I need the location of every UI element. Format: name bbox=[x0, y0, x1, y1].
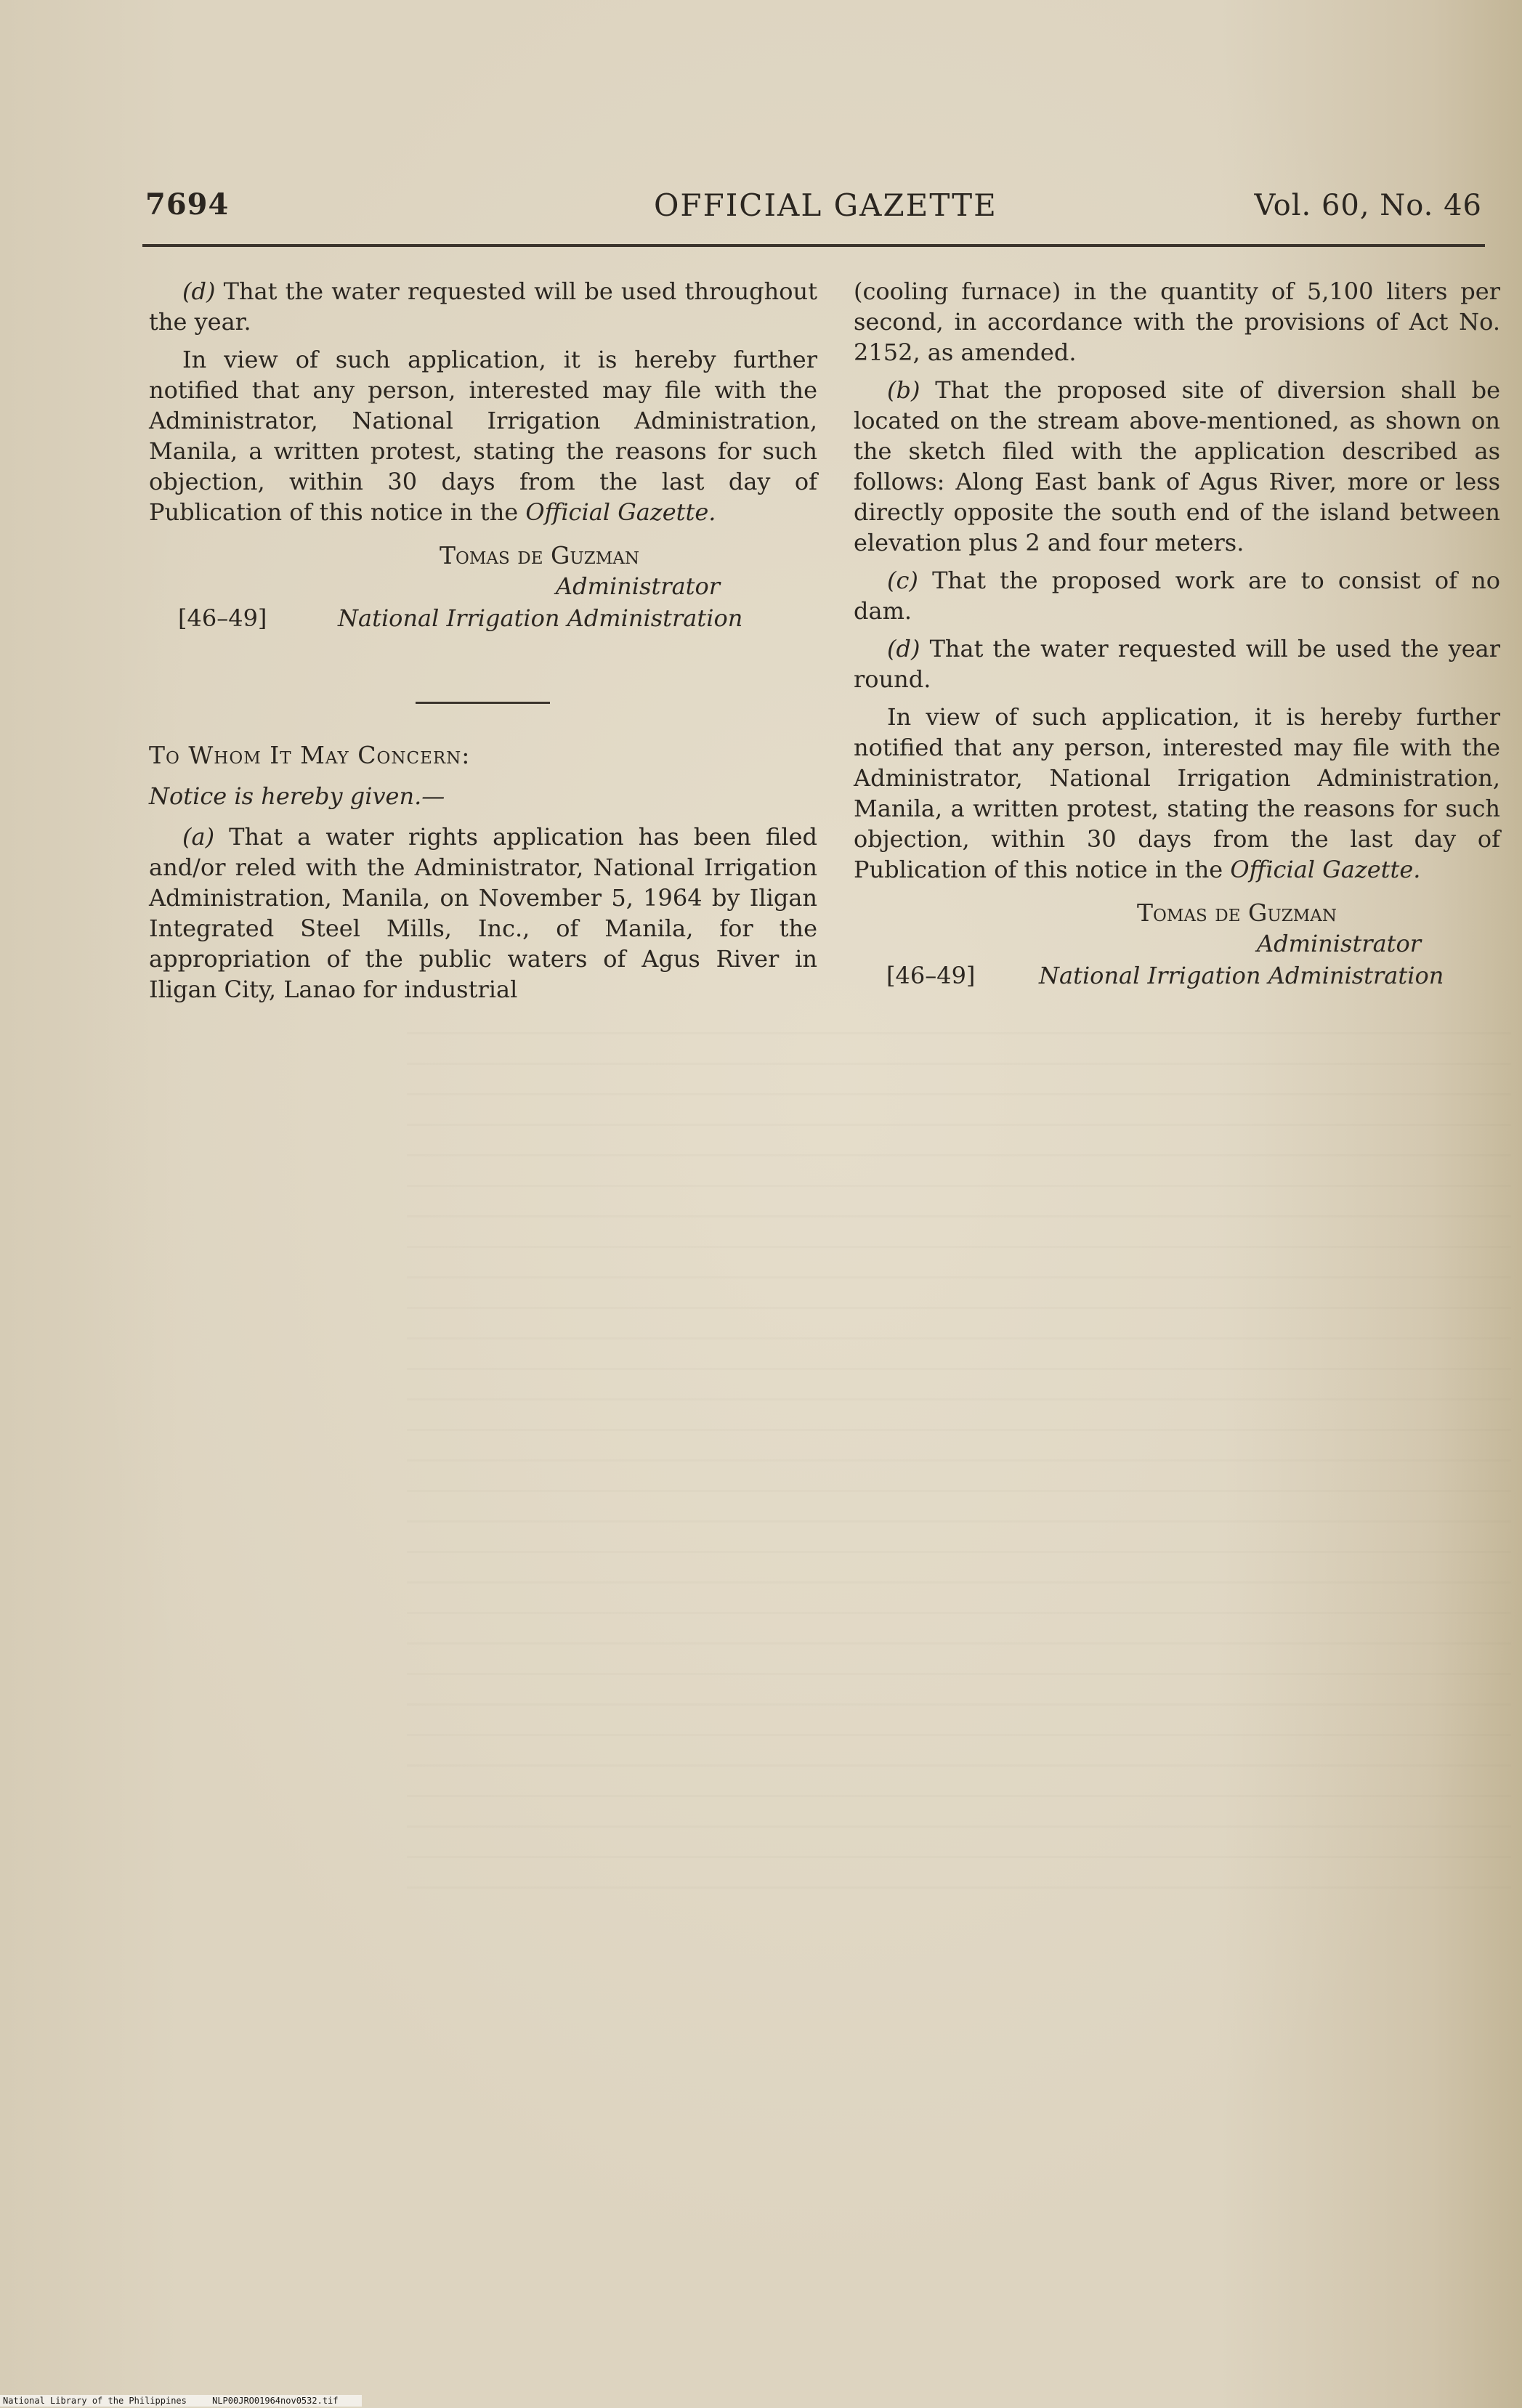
issue-reference: [46–49] bbox=[886, 962, 976, 989]
signatory-name: Tomas de Guzman bbox=[1137, 899, 1337, 927]
section-divider bbox=[416, 702, 550, 704]
paragraph-label: (b) bbox=[887, 376, 920, 404]
publication-name: Official Gazette. bbox=[1230, 856, 1421, 883]
scan-filename: NLP00JRO01964nov0532.tif bbox=[212, 2396, 339, 2406]
volume-number: Vol. 60, No. 46 bbox=[1254, 189, 1482, 222]
signature-block bbox=[149, 540, 817, 649]
paragraph-text: That a water rights application has been filed and/or reled with the Administrator, National Irrigation Administration, Manila, on November 5, 1964 by Iligan Integrated Steel Mills, Inc., of Manila, for the appropriation of the public waters of Agus River in Iligan City, Lanao for industrial bbox=[149, 823, 818, 1003]
publication-name: Official Gazette. bbox=[525, 498, 716, 526]
signatory-agency: National Irrigation Administration bbox=[338, 604, 743, 632]
paragraph-label: (d) bbox=[182, 277, 216, 305]
header-rule bbox=[142, 244, 1485, 247]
paragraph-d bbox=[149, 276, 817, 337]
paragraph-a bbox=[149, 822, 817, 1005]
scan-footer bbox=[0, 2395, 362, 2407]
paragraph-text: That the proposed site of diversion shall be located on the stream above-mentioned, as shown on the sketch filed with the application described as follows: Along East bank of Agus River, more or less directly opposite the south end of the island between elevation plus 2 and four meters. bbox=[854, 376, 1501, 556]
page-number: 7694 bbox=[145, 187, 230, 222]
signature-block bbox=[854, 898, 1500, 1007]
paragraph-d bbox=[854, 633, 1500, 694]
signatory-agency: National Irrigation Administration bbox=[1039, 962, 1444, 989]
journal-title: OFFICIAL GAZETTE bbox=[654, 187, 997, 223]
paragraph-b bbox=[854, 375, 1500, 558]
paragraph-label: (d) bbox=[887, 635, 920, 662]
paragraph-text: That the water requested will be used throughout the year. bbox=[149, 277, 818, 336]
signatory-title: Administrator bbox=[556, 572, 721, 600]
paragraph-label: (a) bbox=[182, 823, 215, 851]
paragraph-text: That the water requested will be used the year round. bbox=[854, 635, 1501, 693]
signatory-name: Tomas de Guzman bbox=[440, 541, 640, 569]
paragraph-text: In view of such application, it is hereby further notified that any person, interested may file with the Administrator, National Irrigation Administration, Manila, a written protest, stating the reasons for such objection, within 30 days from the last day of Publication of this notice in the bbox=[854, 703, 1500, 883]
paragraph-label: (c) bbox=[887, 567, 918, 594]
issue-reference: [46–49] bbox=[178, 604, 267, 632]
signatory-title: Administrator bbox=[1257, 930, 1422, 957]
page-header bbox=[145, 187, 1482, 238]
salutation: To Whom It May Concern: bbox=[149, 741, 471, 769]
library-credit: National Library of the Philippines bbox=[3, 2396, 187, 2406]
bleed-through-texture bbox=[407, 1017, 1511, 1889]
right-column bbox=[854, 276, 1500, 1007]
paragraph-protest-notice bbox=[149, 344, 817, 527]
left-column bbox=[149, 276, 817, 1012]
paragraph-text: That the proposed work are to consist of no dam. bbox=[854, 567, 1501, 625]
paragraph-c bbox=[854, 565, 1500, 626]
paragraph-continued: (cooling furnace) in the quantity of 5,100 liters per second, in accordance with the provisions of Act No. 2152, as amended. bbox=[854, 277, 1500, 366]
notice-heading: Notice is hereby given.— bbox=[149, 782, 445, 810]
paragraph-protest-notice bbox=[854, 702, 1500, 885]
paragraph-text: In view of such application, it is hereby further notified that any person, interested may file with the Administrator, National Irrigation Administration, Manila, a written protest, stating the reasons for such objection, within 30 days from the last day of Publication of this notice in the bbox=[149, 346, 817, 526]
